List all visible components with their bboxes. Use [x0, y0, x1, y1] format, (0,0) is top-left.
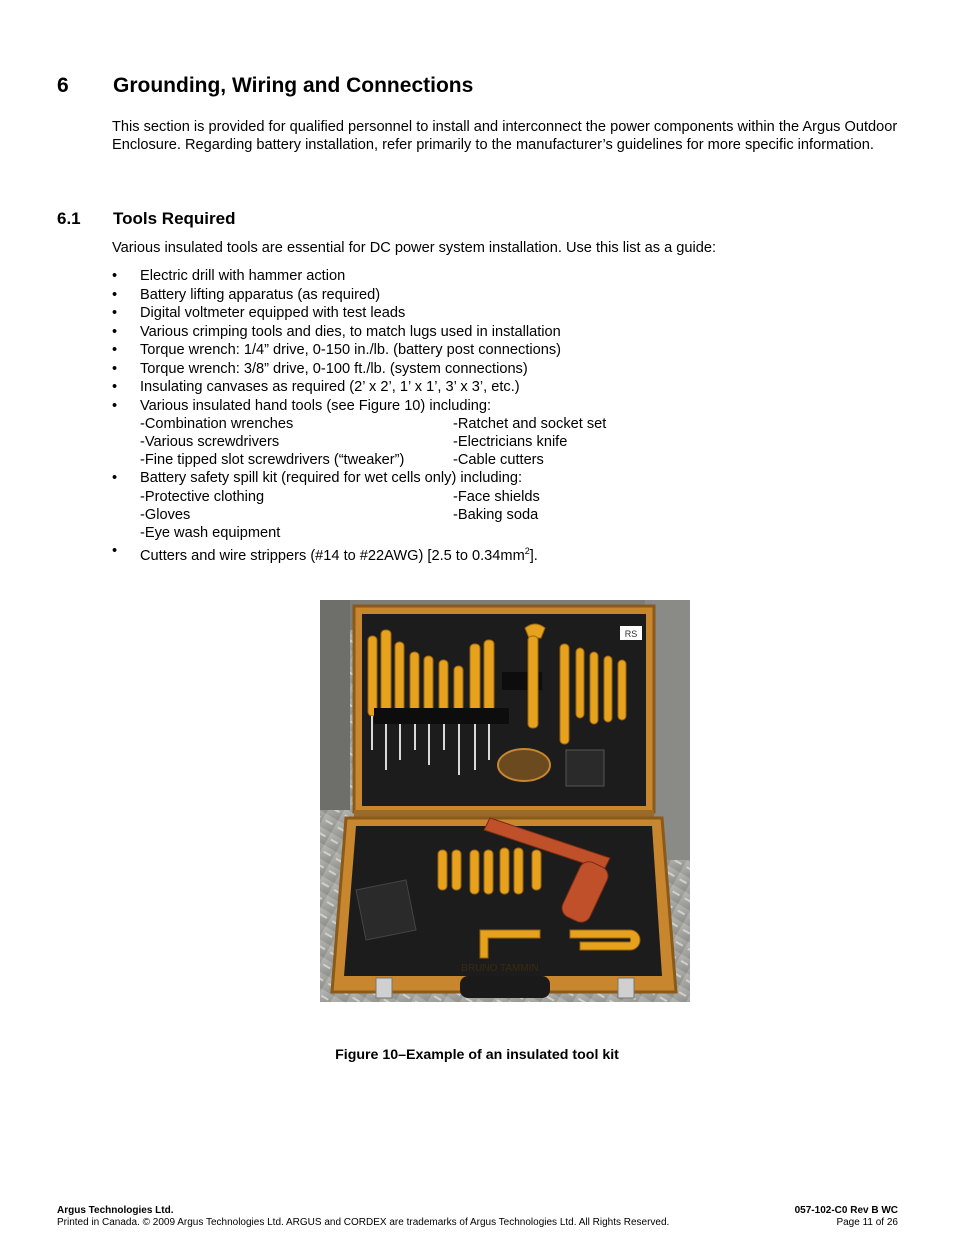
subsection-number: 6.1: [57, 209, 81, 228]
bullet-icon: •: [112, 286, 118, 303]
sub-item: -Various screwdrivers: [140, 434, 280, 450]
bullet-icon: •: [112, 268, 118, 284]
section-title: Grounding, Wiring and Connections: [113, 74, 474, 97]
superscript: 2: [524, 545, 530, 556]
bullet-icon: •: [112, 397, 118, 414]
case-label: BRUNO TAMMIN: [461, 963, 539, 974]
list-item: • Digital voltmeter equipped with test leads: [112, 305, 406, 321]
footer-copyright: Printed in Canada. © 2009 Argus Technologies Ltd. ARGUS and CORDEX are trademarks of Argus Technologies Ltd. All Rights Reserved.: [57, 1217, 670, 1228]
bullet-icon: •: [112, 323, 118, 340]
footer-doc-id: 057-102-C0 Rev B WC: [794, 1205, 898, 1216]
sub-item: -Gloves: [140, 506, 191, 523]
section-heading: [57, 74, 473, 98]
sub-item: -Protective clothing: [140, 488, 265, 505]
list-item: • Cutters and wire strippers (#14 to #22AWG) [2.5 to $0.34mm^2$].: [112, 542, 538, 564]
sub-item: -Face shields: [453, 488, 540, 505]
list-item: • Insulating canvases as required (2’ x 2’, 1’ x 1’, 3’ x 3’, etc.): [112, 379, 520, 395]
spill-kit-grid: [140, 488, 892, 542]
brand-badge: RS: [624, 629, 638, 639]
sub-item: -Fine tipped slot screwdrivers (“tweaker”): [140, 452, 405, 468]
tool-kit-photo: [320, 600, 690, 1002]
footer-page-number: Page 11 of 26: [836, 1217, 898, 1228]
bullet-icon: •: [112, 542, 118, 559]
list-item: • Electric drill with hammer action: [112, 268, 346, 284]
list-item: • Various crimping tools and dies, to match lugs used in installation: [112, 323, 561, 340]
section-number: 6: [57, 74, 69, 97]
subsection-title: Tools Required: [113, 209, 236, 228]
bullet-icon: •: [112, 305, 118, 321]
bullet-icon: •: [112, 470, 118, 486]
lead-paragraph: Various insulated tools are essential for DC power system installation. Use this list as a guide:: [112, 240, 717, 256]
list-item: • Various insulated hand tools (see Figure 10) including: -Combination wrenches -Ratchet and socket set -Various screwdrivers -Electricians knife -Fine tipped slot screwdrivers (“tweaker”) -Cable cutters: [112, 397, 892, 470]
sub-item: [453, 524, 892, 542]
sub-item: -Combination wrenches: [140, 416, 294, 432]
footer-company: Argus Technologies Ltd.: [57, 1205, 174, 1216]
sub-item: -Electricians knife: [453, 434, 568, 450]
intro-paragraph: This section is provided for qualified personnel to install and interconnect the power components within the Argus Outdoor Enclosure. Regarding battery installation, refer primarily to the manufacturer’s guidelines for more specific information.: [112, 119, 898, 153]
sub-item: -Baking soda: [453, 506, 539, 523]
list-item: • Torque wrench: 1/4” drive, 0-150 in./lb. (battery post connections): [112, 342, 562, 358]
sub-item: -Ratchet and socket set: [453, 416, 607, 432]
hand-tools-grid: [140, 415, 892, 469]
figure-caption: Figure 10–Example of an insulated tool kit: [335, 1047, 619, 1063]
bullet-icon: •: [112, 360, 118, 377]
sub-item: -Eye wash equipment: [140, 524, 281, 541]
bullet-icon: •: [112, 379, 118, 395]
bullet-icon: •: [112, 342, 118, 358]
sub-item: -Cable cutters: [453, 452, 544, 468]
list-item: • Battery safety spill kit (required for wet cells only) including: -Protective clothing -Face shields -Gloves -Baking soda -Eye wash equipment: [112, 469, 892, 542]
page-footer: [57, 1205, 898, 1229]
list-item: • Battery lifting apparatus (as required): [112, 286, 381, 303]
subsection-heading: [57, 209, 235, 229]
tools-list: [112, 267, 892, 565]
list-item: • Torque wrench: 3/8” drive, 0-100 ft./lb. (system connections): [112, 360, 528, 377]
